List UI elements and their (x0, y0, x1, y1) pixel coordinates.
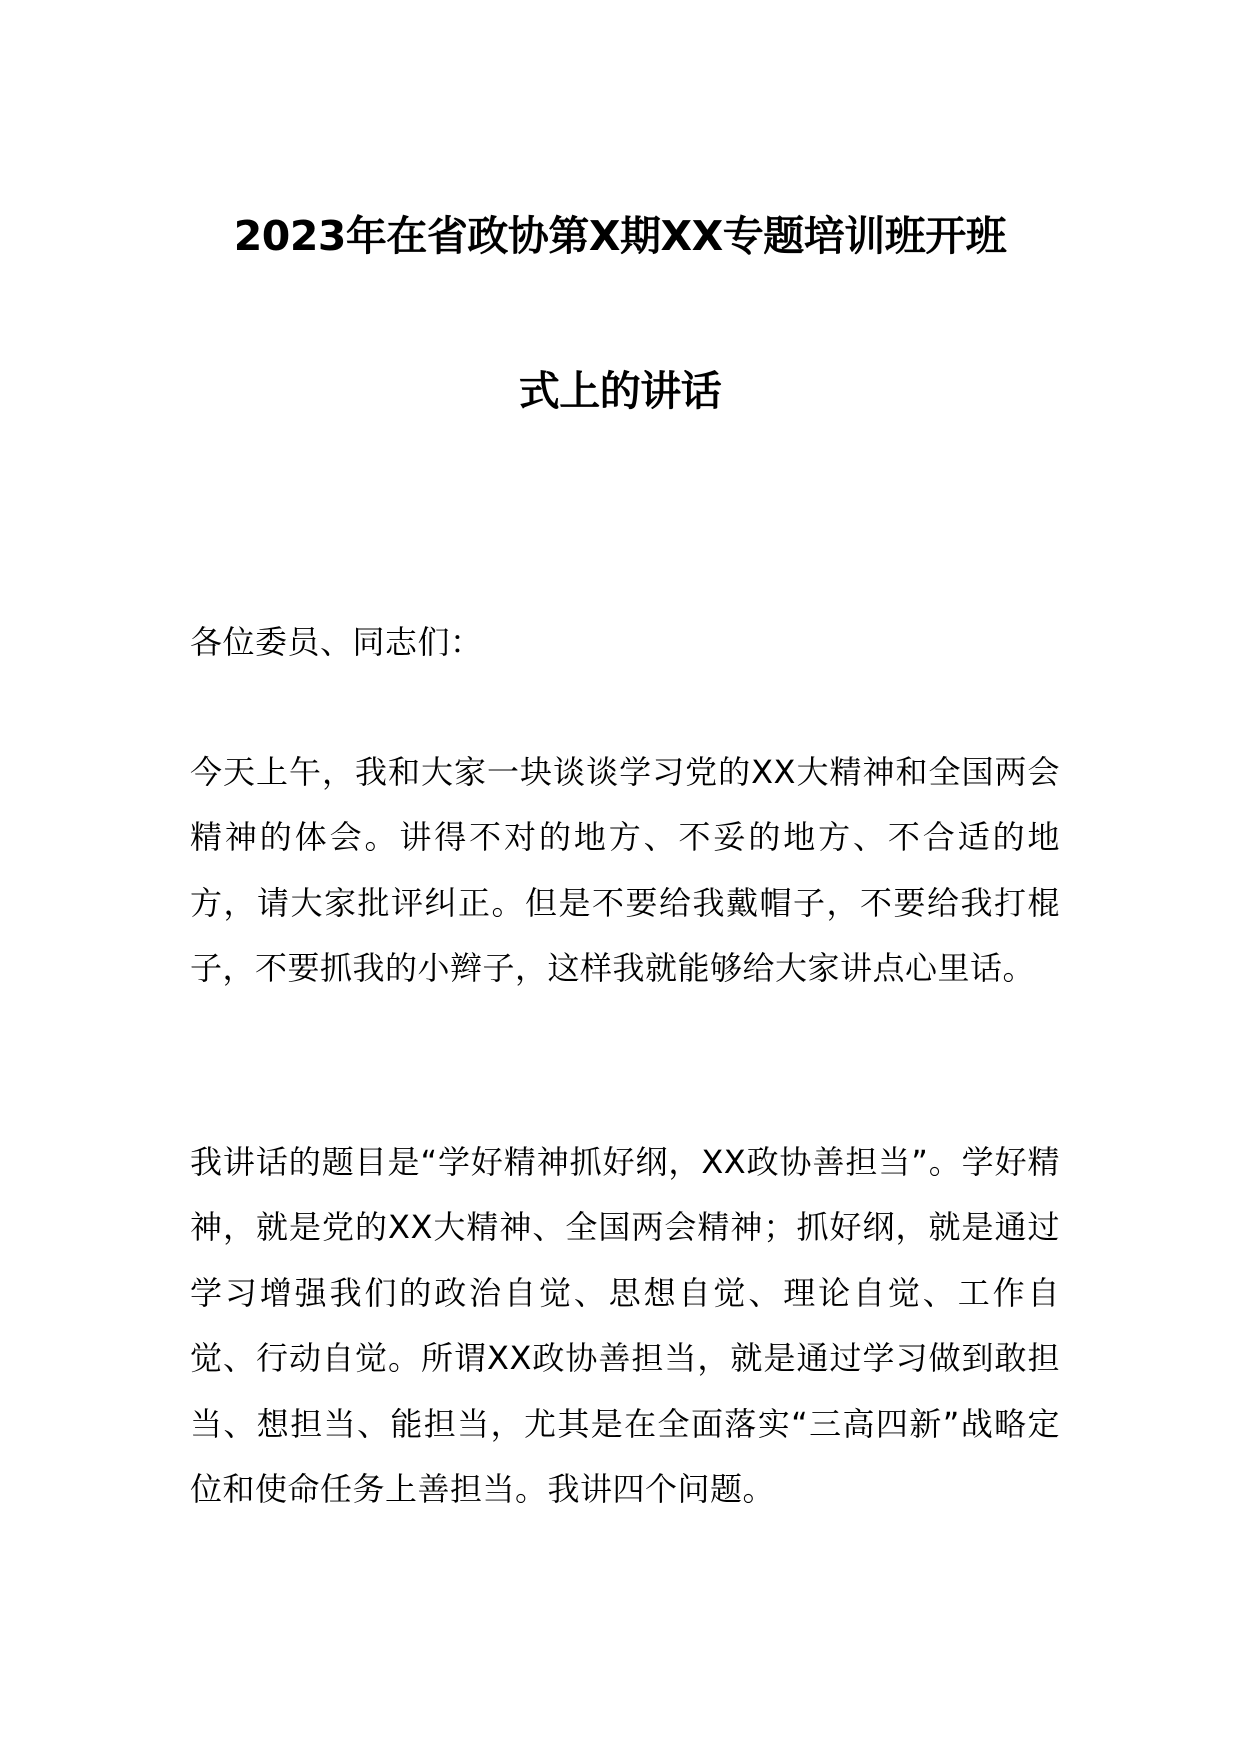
paragraph-2: 我讲话的题目是“学好精神抓好纲，XX政协善担当”。学好精神，就是党的XX大精神、全国两会精神；抓好纲，就是通过学习增强我们的政治自觉、思想自觉、理论自觉、工作自觉、行动自觉。所谓XX政协善担当，就是通过学习做到敢担当、想担当、能担当，尤其是在全面落实“三高四新”战略定位和使命任务上善担当。我讲四个问题。 (190, 1143, 1060, 1509)
document-title-line-1: 2023年在省政协第X期XX专题培训班开班 (233, 212, 1007, 260)
paragraph-1: 今天上午，我和大家一块谈谈学习党的XX大精神和全国两会精神的体会。讲得不对的地方、不妥的地方、不合适的地方，请大家批评纠正。但是不要给我戴帽子，不要给我打棍子，不要抓我的小辫子，这样我就能够给大家讲点心里话。 (190, 753, 1060, 988)
salutation: 各位委员、同志们： (190, 623, 483, 661)
document-title-line-2: 式上的讲话 (518, 367, 722, 415)
